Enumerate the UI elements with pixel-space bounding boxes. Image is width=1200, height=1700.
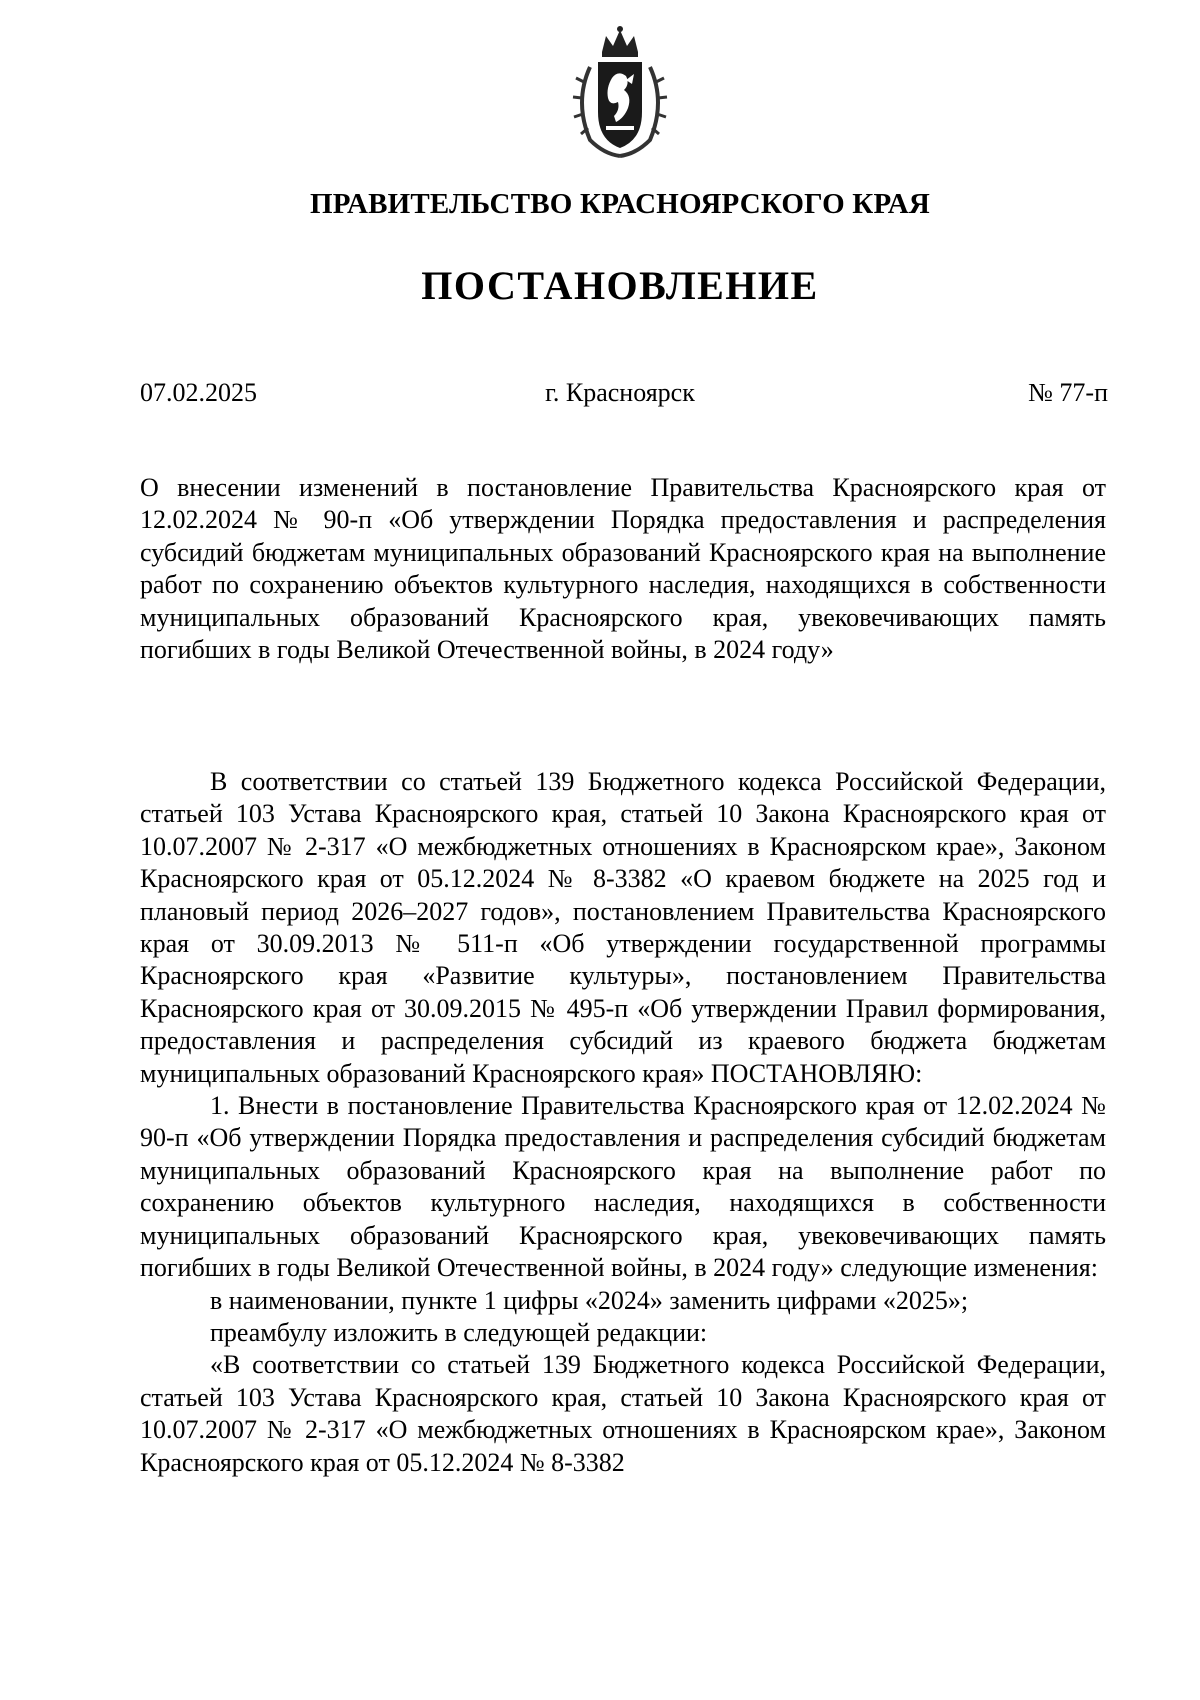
preamble-paragraph: В соответствии со статьей 139 Бюджетного кодекса Российской Федерации, статьей 103 Устава Красноярского края, статьей 10 Закона Красноярского края от 10.07.2007 № 2-317 «О межбюджетных отношениях в Красноярском крае», Законом Красноярского края от 05.12.2024 № 8-3382 «О краевом бюджете на 2025 год и плановый период 2026–2027 годов», постановлением Правительства Красноярского края от 30.09.2013 № 511-п «Об утверждении государственной программы Красноярского края «Развитие культуры», постановлением Правительства Красноярского края от 30.09.2015 № 495-п «Об утверждении Правил формирования, предоставления и распределения субсидий из краевого бюджета бюджетам муниципальных образований Красноярского края» ПОСТАНОВЛЯЮ: — [140, 767, 1106, 1088]
document-body — [140, 766, 1106, 1479]
krasnoyarsk-coat-of-arms-icon — [560, 22, 680, 162]
organization-name: ПРАВИТЕЛЬСТВО КРАСНОЯРСКОГО КРАЯ — [309, 188, 931, 220]
item-1-paragraph: 1. Внести в постановление Правительства Красноярского края от 12.02.2024 № 90-п «Об утверждении Порядка предоставления и распределения субсидий бюджетам муниципальных образований Красноярского края на выполнение работ по сохранению объектов культурного наследия, находящихся в собственности муниципальных образований Красноярского края, увековечивающих память погибших в годы Великой Отечественной войны, в 2024 году» следующие изменения: — [140, 1091, 1106, 1283]
document-date: 07.02.2025 — [140, 378, 257, 407]
quoted-preamble-paragraph: «В соответствии со статьей 139 Бюджетного кодекса Российской Федерации, статьей 103 Устава Красноярского края, статьей 10 Закона Красноярского края от 10.07.2007 № 2-317 «О межбюджетных отношениях в Красноярском крае», Законом Красноярского края от 05.12.2024 № 8-3382 — [140, 1350, 1106, 1477]
document-type-heading: ПОСТАНОВЛЕНИЕ — [421, 263, 819, 308]
document-number: № 77-п — [1028, 378, 1108, 407]
change-2-paragraph: преамбулу изложить в следующей редакции: — [210, 1317, 708, 1347]
document-city: г. Красноярск — [545, 378, 695, 407]
document-title: О внесении изменений в постановление Правительства Красноярского края от 12.02.2024 № 90-п «Об утверждении Порядка предоставления и распределения субсидий бюджетам муниципальных образований Красноярского края на выполнение работ по сохранению объектов культурного наследия, находящихся в собственности муниципальных образований Красноярского края, увековечивающих память погибших в годы Великой Отечественной войны, в 2024 году» — [140, 473, 1106, 665]
change-1-paragraph: в наименовании, пункте 1 цифры «2024» заменить цифрами «2025»; — [210, 1285, 969, 1315]
